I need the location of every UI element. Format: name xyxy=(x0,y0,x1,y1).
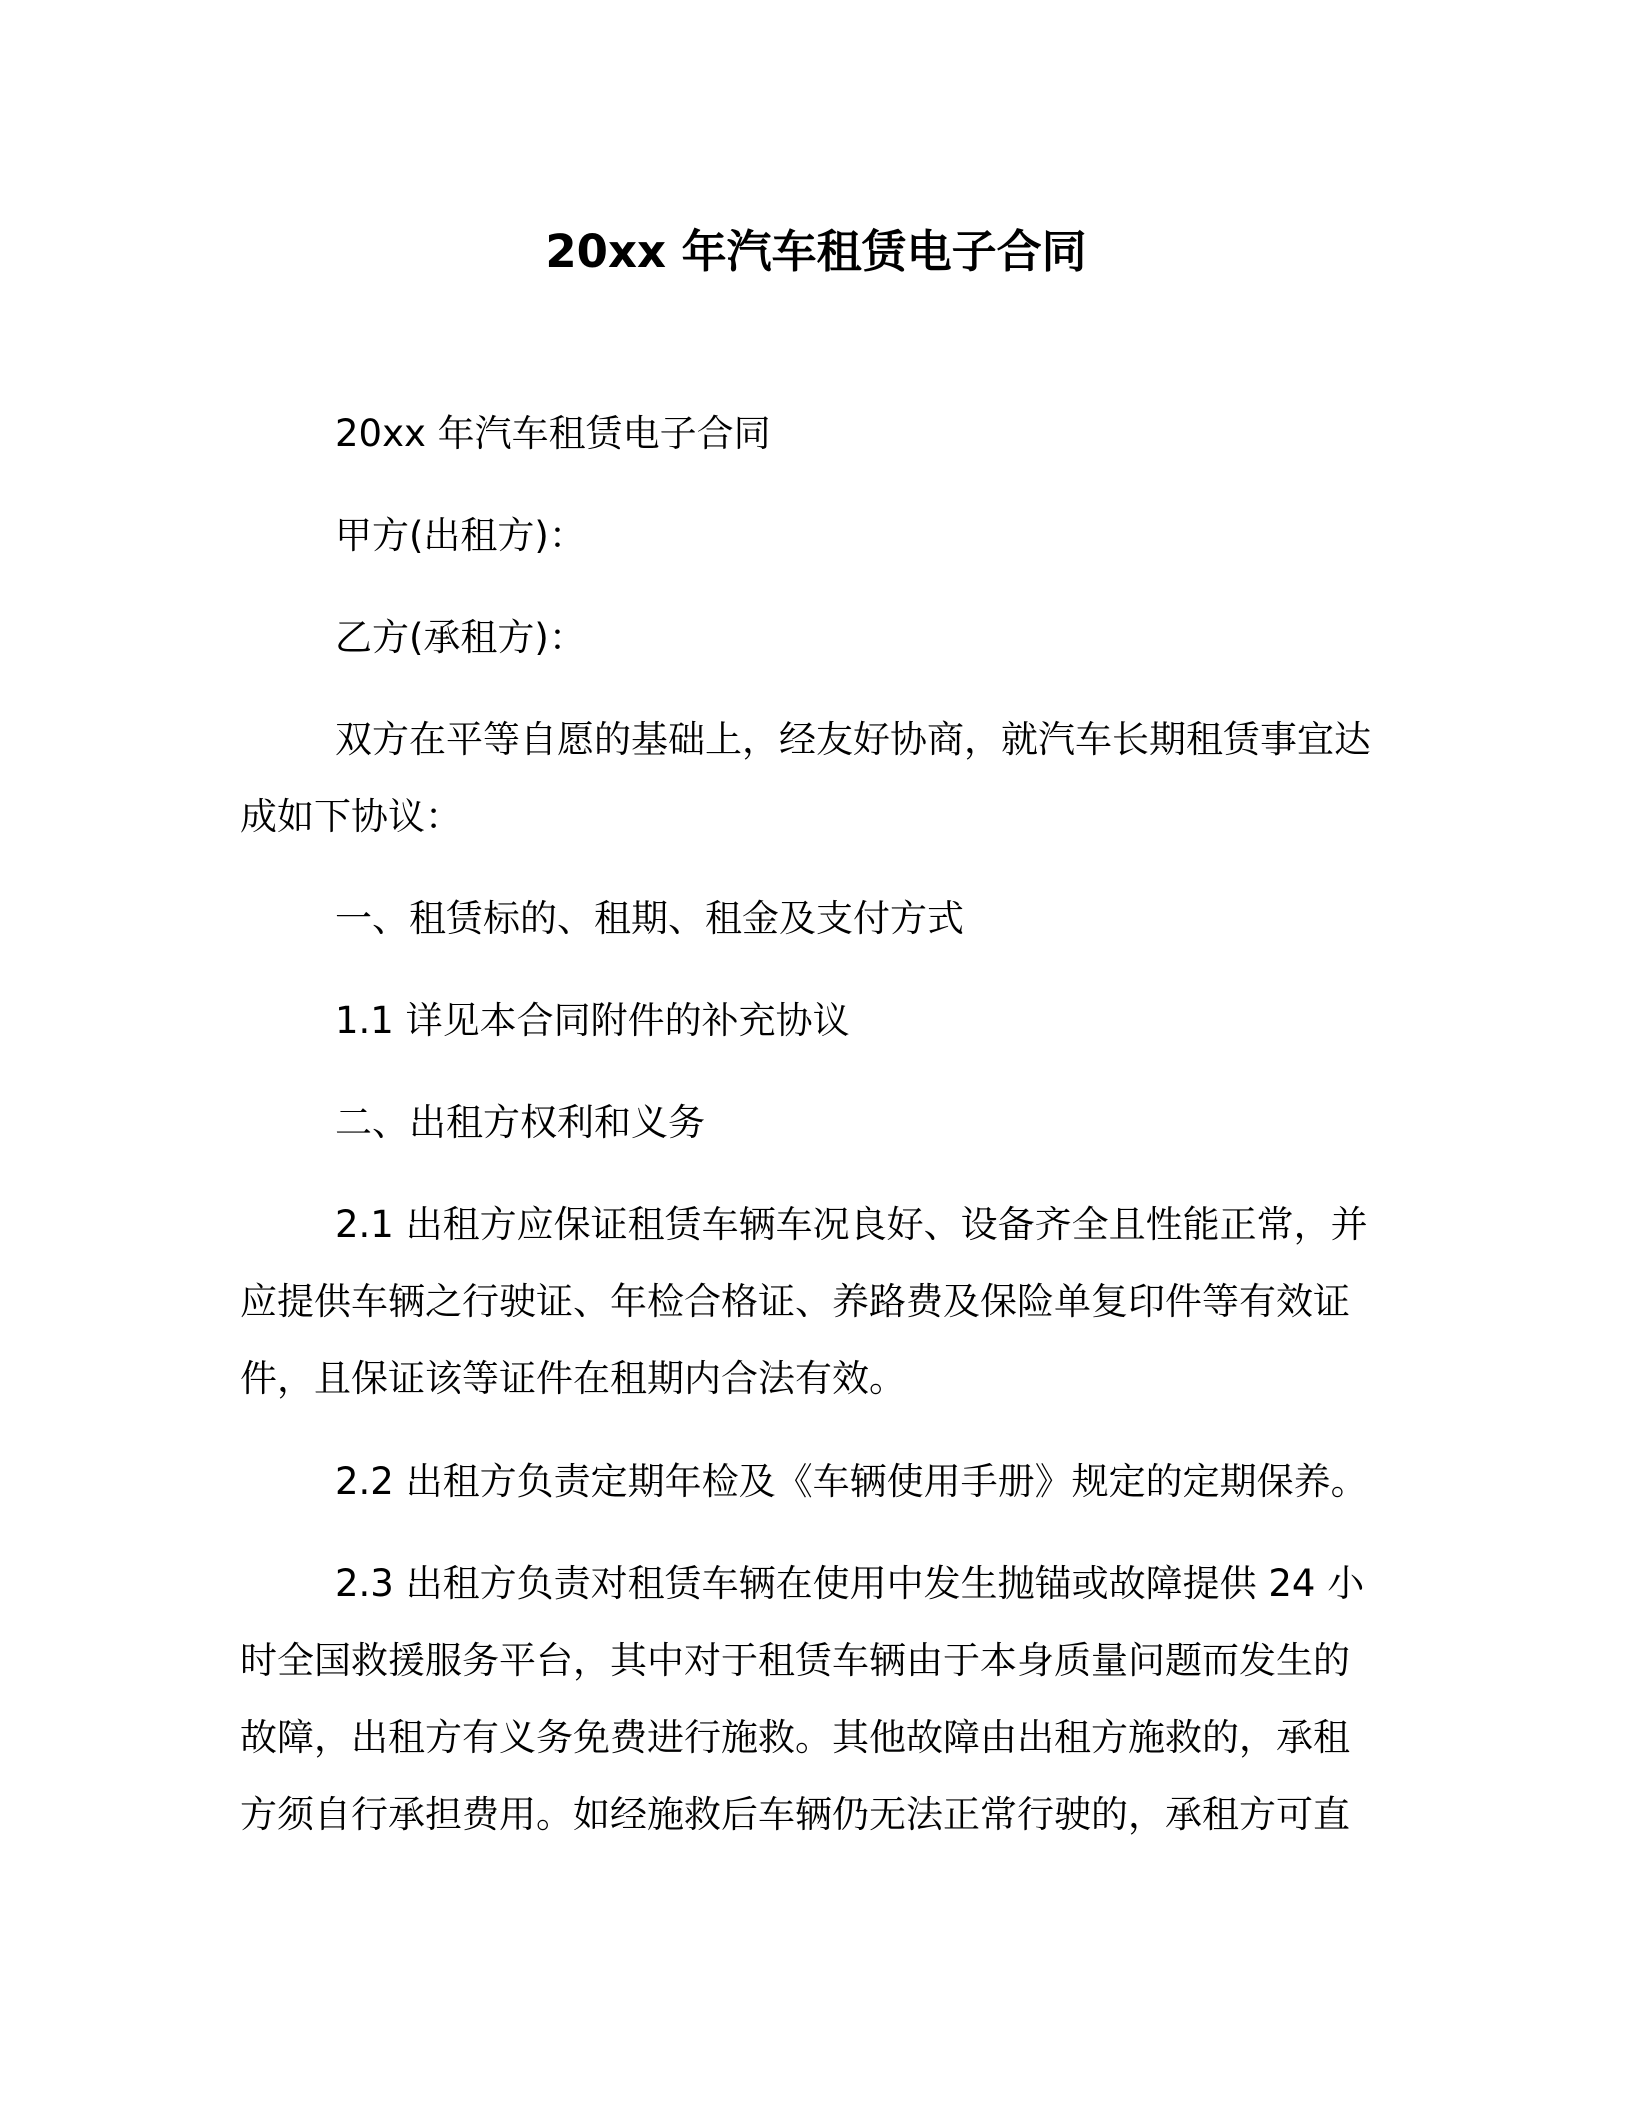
paragraph-party-a xyxy=(240,497,1380,574)
paragraph-line: 乙方(承租方)： xyxy=(335,616,586,659)
paragraph-line: 成如下协议： xyxy=(240,795,462,838)
section-heading-2 xyxy=(240,1084,1380,1161)
paragraph-line: 时全国救援服务平台，其中对于租赁车辆由于本身质量问题而发生的 xyxy=(240,1639,1350,1682)
section-heading-1 xyxy=(240,880,1380,957)
clause-1-1 xyxy=(240,982,1380,1059)
document-title: 20xx 年汽车租赁电子合同 xyxy=(545,225,1087,278)
paragraph-line: 件，且保证该等证件在租期内合法有效。 xyxy=(240,1357,906,1400)
paragraph-line: 1.1 详见本合同附件的补充协议 xyxy=(335,999,850,1042)
clause-2-2 xyxy=(240,1443,1380,1520)
paragraph-line: 方须自行承担费用。如经施救后车辆仍无法正常行驶的，承租方可直 xyxy=(240,1793,1350,1836)
paragraph-line: 应提供车辆之行驶证、年检合格证、养路费及保险单复印件等有效证 xyxy=(240,1280,1350,1323)
clause-2-1 xyxy=(240,1186,1380,1417)
paragraph-line: 20xx 年汽车租赁电子合同 xyxy=(335,412,771,455)
paragraph-contract-name xyxy=(240,395,1380,472)
paragraph-line: 2.2 出租方负责定期年检及《车辆使用手册》规定的定期保养。 xyxy=(335,1460,1368,1503)
clause-2-3 xyxy=(240,1545,1380,1853)
paragraph-line: 双方在平等自愿的基础上，经友好协商，就汽车长期租赁事宜达 xyxy=(335,718,1371,761)
paragraph-line: 一、租赁标的、租期、租金及支付方式 xyxy=(335,897,964,940)
paragraph-line: 甲方(出租方)： xyxy=(335,514,586,557)
paragraph-line: 故障，出租方有义务免费进行施救。其他故障由出租方施救的，承租 xyxy=(240,1716,1350,1759)
paragraph-line: 二、出租方权利和义务 xyxy=(335,1101,705,1144)
paragraph-line: 2.1 出租方应保证租赁车辆车况良好、设备齐全且性能正常，并 xyxy=(335,1203,1368,1246)
paragraph-party-b xyxy=(240,599,1380,676)
paragraph-preamble xyxy=(240,701,1380,855)
paragraph-line: 2.3 出租方负责对租赁车辆在使用中发生抛锚或故障提供 24 小 xyxy=(335,1562,1365,1605)
